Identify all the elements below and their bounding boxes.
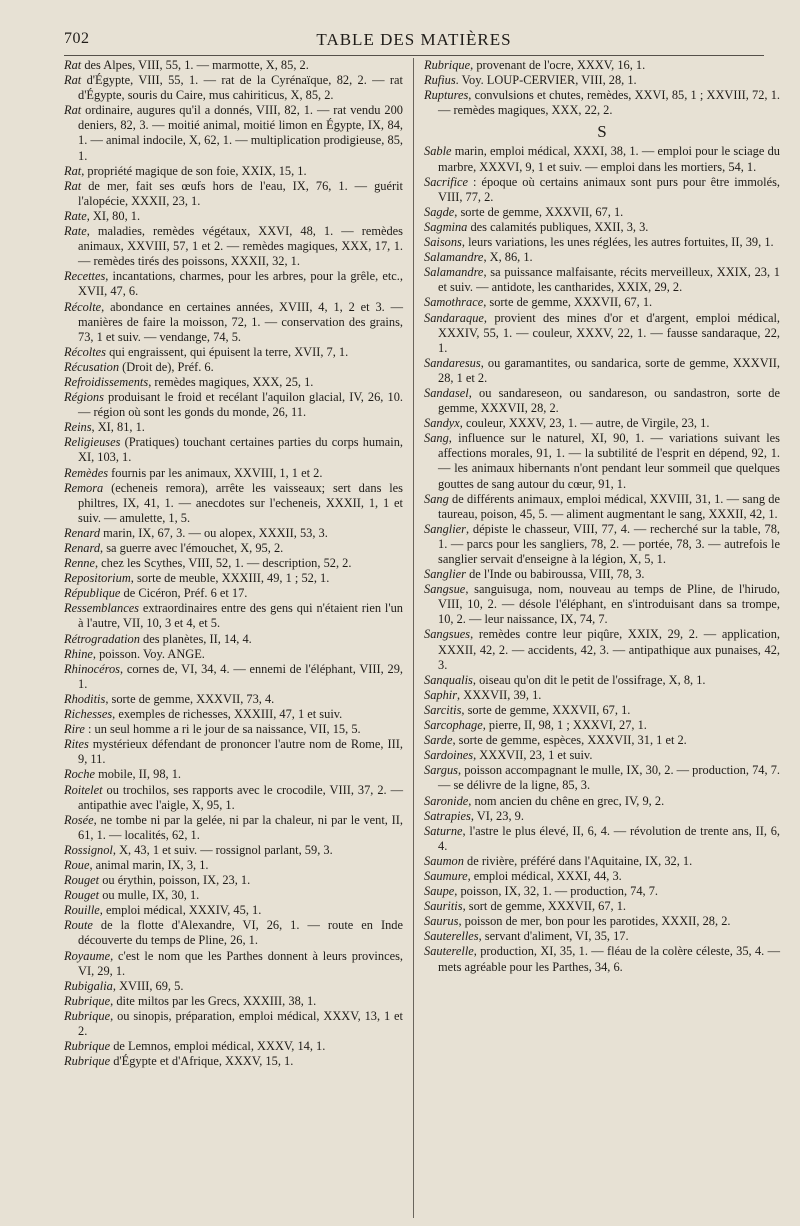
index-entry (64, 918, 403, 948)
entry-headword: Saphir (424, 687, 458, 702)
entry-text: , sorte de gemme, XXXVII, 67, 1. (461, 702, 631, 717)
index-entry (424, 235, 780, 250)
index-entry (64, 873, 403, 888)
entry-text: mobile, II, 98, 1. (94, 767, 182, 782)
entry-headword: Sangsue (424, 582, 466, 597)
index-entry (424, 220, 780, 235)
entry-text: , incantations, charmes, pour les arbres, pour la grêle, etc., XVII, 47, 6. (78, 269, 403, 299)
index-entry (424, 688, 780, 703)
entry-text: : époque où certains animaux sont purs pour être immolés, VIII, 77, 2. (438, 174, 780, 204)
index-entry (64, 164, 403, 179)
index-entry (424, 492, 780, 522)
entry-text: de la flotte d'Alexandre, VI, 26, 1. — route en Inde découverte du temps de Pline, 26, 1. (78, 918, 403, 948)
entry-text: , c'est le nom que les Parthes donnent à leurs provinces, VI, 29, 1. (78, 948, 403, 978)
entry-text: , maladies, remèdes végétaux, XXVI, 48, 1. — remèdes animaux, XXVIII, 57, 1 et 2. — remèdes magiques, XXX, 17, 1. — remèdes tirés des poissons, XXXII, 32, 1. (78, 224, 403, 269)
index-entry (424, 703, 780, 718)
entry-headword: Sarcitis (424, 702, 462, 717)
entry-text: , emploi médical, XXXI, 44, 3. (467, 868, 622, 883)
entry-text: , poisson. Voy. ANGE. (92, 646, 205, 661)
index-entry (64, 73, 403, 103)
entry-headword: Richesses (64, 707, 113, 722)
entry-text: de rivière, préféré dans l'Aquitaine, IX, 32, 1. (463, 853, 693, 868)
entry-headword: Rhinocéros (64, 661, 120, 676)
index-entry (64, 360, 403, 375)
entry-text: , poisson accompagnant le mulle, IX, 30, 2. — production, 74, 7. — se délivre de la ligne, 85, 3. (438, 763, 780, 793)
entry-headword: Sauterelle (424, 944, 474, 959)
entry-text: , sorte de meuble, XXXIII, 49, 1 ; 52, 1. (130, 571, 330, 586)
entry-text: , sanguisuga, nom, nouveau au temps de Pline, de l'hirudo, VIII, 10, 2. — désole l'éléphant, en s'introduisant dans sa trompe, 10, 2. — leur naissance, IX, 74, 7. (438, 582, 780, 627)
index-entry (64, 526, 403, 541)
entry-headword: Rhine (64, 646, 93, 661)
entry-headword: Samothrace (424, 295, 484, 310)
entry-headword: Ressemblances (64, 601, 140, 616)
entry-headword: Royaume (64, 948, 111, 963)
entry-text: . Voy. LOUP-CERVIER, VIII, 28, 1. (455, 73, 637, 88)
index-entry (424, 914, 780, 929)
entry-headword: Sagde (424, 204, 455, 219)
section-letter: S (597, 122, 607, 142)
index-entry (64, 58, 403, 73)
entry-text: , nom ancien du chêne en grec, IV, 9, 2. (468, 793, 665, 808)
entry-headword: Rubrique (64, 1054, 111, 1069)
index-entry (64, 707, 403, 722)
entry-text: , X, 86, 1. (483, 250, 533, 265)
entry-headword: Sardoines (424, 748, 474, 763)
index-entry (424, 522, 780, 567)
entry-text: , ou garamantites, ou sandarica, sorte de gemme, XXXVII, 28, 1 et 2. (438, 355, 780, 385)
entry-headword: Satrapies (424, 808, 471, 823)
entry-text: , couleur, XXXV, 23, 1. — autre, de Virgile, 23, 1. (459, 416, 710, 431)
entry-headword: Roche (64, 767, 95, 782)
entry-headword: Sauterelles (424, 929, 479, 944)
entry-text: de différents animaux, emploi médical, XXVIII, 31, 1. — sang de taureau, poison, 45, 5. — aliment augmentant le sang, XXXII, 42, 1. (438, 491, 780, 521)
entry-headword: Sandyx (424, 416, 460, 431)
entry-headword: Sandaresus (424, 355, 481, 370)
index-entry (424, 794, 780, 809)
index-entry (64, 420, 403, 435)
entry-headword: Sandasel (424, 385, 469, 400)
entry-text: de Cicéron, Préf. 6 et 17. (120, 586, 248, 601)
entry-headword: Sarde (424, 733, 453, 748)
entry-headword: Récoltes (64, 344, 106, 359)
left-column (64, 58, 403, 1069)
index-entry (424, 673, 780, 688)
index-entry (424, 250, 780, 265)
entry-headword: Sacrifice (424, 174, 469, 189)
index-entry (424, 205, 780, 220)
entry-headword: Rhoditis (64, 691, 106, 706)
entry-headword: Rouille (64, 903, 100, 918)
entry-headword: Sauritis (424, 899, 463, 914)
entry-text: , animal marin, IX, 3, 1. (89, 857, 209, 872)
entry-headword: Rouget (64, 888, 100, 903)
index-entry (64, 269, 403, 299)
entry-text: de mer, fait ses œufs hors de l'eau, IX, 76, 1. — guérit l'alopécie, XXXII, 23, 1. (78, 178, 403, 208)
entry-text: , influence sur le naturel, XI, 90, 1. — variations suivant les affections morales, 91, 1. — la subtilité de l'esprit en dépend, 92, 1. — les animaux hibernants n'ont pendant leur sommeil que quelques gouttes de sang autour du cœur, 91, 1. (438, 431, 780, 491)
entry-text: , VI, 23, 9. (470, 808, 524, 823)
entry-headword: Saturne (424, 823, 463, 838)
entry-headword: Reins (64, 420, 92, 435)
index-entry (64, 1009, 403, 1039)
index-entry (424, 416, 780, 431)
entry-headword: Saumure (424, 868, 468, 883)
index-entry (424, 582, 780, 627)
entry-text: , XI, 80, 1. (86, 208, 141, 223)
entry-headword: Sanglier (424, 567, 466, 582)
entry-text: , propriété magique de son foie, XXIX, 15, 1. (81, 163, 307, 178)
entry-text: ordinaire, augures qu'il a donnés, VIII, 82, 1. — rat vendu 200 deniers, 82, 3. — moitié animal, moitié limon en Égypte, IX, 84, 1. — animal indocile, X, 62, 1. — multiplication prodigieuse, 85, 1. (78, 103, 403, 163)
entry-headword: Rubrique (424, 58, 471, 72)
page-number: 702 (64, 30, 90, 47)
entry-text: , ne tombe ni par la gelée, ni par la chaleur, ni par le vent, II, 61, 1. — localités, 62, 1. (78, 812, 403, 842)
entry-text: , XVIII, 69, 5. (112, 978, 184, 993)
index-entry (64, 632, 403, 647)
entry-headword: Rubigalia (64, 978, 113, 993)
entry-text: , abondance en certaines années, XVIII, 4, 1, 2 et 3. — manières de faire la moisson, 72, 1. — conservation des grains, 73, 1 et suiv. — vendange, 74, 5. (78, 299, 403, 344)
index-entry (64, 662, 403, 692)
entry-text: , XXXVII, 39, 1. (457, 687, 542, 702)
entry-text: , production, XI, 35, 1. — fléau de la colère céleste, 35, 4. — mets agréable pour les Parthes, 34, 6. (438, 944, 780, 974)
entry-text: , pierre, II, 98, 1 ; XXXVI, 27, 1. (482, 718, 647, 733)
entry-headword: Repositorium (64, 571, 131, 586)
index-entry (64, 903, 403, 918)
entry-text: , sorte de gemme, XXXVII, 73, 4. (105, 691, 275, 706)
entry-text: , XXXVII, 23, 1 et suiv. (473, 748, 593, 763)
entry-text: qui engraissent, qui épuisent la terre, XVII, 7, 1. (105, 344, 349, 359)
index-entry (64, 345, 403, 360)
entry-text: , l'astre le plus élevé, II, 6, 4. — révolution de trente ans, II, 6, 4. (438, 823, 780, 853)
index-entry (424, 431, 780, 491)
entry-headword: Recettes (64, 269, 106, 284)
index-entry (64, 179, 403, 209)
entry-headword: Rat (64, 103, 82, 118)
index-entry (64, 103, 403, 163)
index-entry (424, 295, 780, 310)
entry-text: des planètes, II, 14, 4. (139, 631, 252, 646)
index-entry (64, 1039, 403, 1054)
index-entry (424, 386, 780, 416)
entry-headword: Refroidissements (64, 374, 149, 389)
entry-text: , leurs variations, les unes réglées, les autres fortuites, II, 39, 1. (461, 235, 774, 250)
entry-text: marin, emploi médical, XXXI, 38, 1. — emploi pour le sciage du marbre, XXXVI, 9, 1 et suiv. — emploi dans les mortiers, 54, 1. (438, 144, 780, 174)
entry-text: : un seul homme a ri le jour de sa naissance, VII, 15, 5. (84, 722, 361, 737)
entry-text: produisant le froid et recélant l'aquilon glacial, IV, 26, 10. — région où sont les gonds du monde, 26, 11. (78, 390, 403, 420)
entry-headword: Route (64, 918, 93, 933)
index-entry (424, 175, 780, 205)
entry-text: extraordinaires entre des gens qui n'étaient rien l'un à l'autre, VII, 10, 3 et 4, et 5. (78, 601, 403, 631)
entry-headword: Salamandre (424, 250, 484, 265)
entry-headword: Rat (64, 73, 82, 88)
index-entry (64, 858, 403, 873)
entry-headword: Sanqualis (424, 672, 473, 687)
entry-text: , chez les Scythes, VIII, 52, 1. — description, 52, 2. (94, 556, 352, 571)
index-entry (64, 1054, 403, 1069)
entry-headword: Salamandre (424, 265, 484, 280)
entry-text: , ou sandareseon, ou sandareson, ou sandastron, sorte de gemme, XXXVII, 28, 2. (438, 385, 780, 416)
entry-text: , exemples de richesses, XXXIII, 47, 1 et suiv. (112, 707, 343, 722)
entry-text: (Pratiques) touchant certaines parties du corps humain, XI, 103, 1. (78, 435, 403, 465)
index-entry (424, 884, 780, 899)
entry-headword: Rosée (64, 812, 94, 827)
index-entry (424, 824, 780, 854)
index-entry (424, 763, 780, 793)
entry-headword: Renard (64, 541, 101, 555)
index-entry (64, 571, 403, 586)
index-entry (424, 88, 780, 118)
entry-headword: Saurus (424, 914, 459, 929)
entry-text: , sorte de gemme, espèces, XXXVII, 31, 1 et 2. (452, 733, 687, 748)
entry-text: , dite miltos par les Grecs, XXXIII, 38, 1. (110, 993, 317, 1008)
entry-headword: Saupe (424, 884, 455, 899)
entry-text: , XI, 81, 1. (91, 420, 145, 435)
entry-headword: Rate (64, 208, 87, 223)
entry-text: (Droit de), Préf. 6. (119, 359, 214, 374)
entry-text: ou érythin, poisson, IX, 23, 1. (99, 873, 251, 888)
entry-text: des Alpes, VIII, 55, 1. — marmotte, X, 85, 2. (81, 58, 309, 72)
index-entry (424, 899, 780, 914)
entry-headword: Récusation (64, 359, 120, 374)
index-entry (64, 843, 403, 858)
entry-headword: Sang (424, 491, 449, 506)
right-column-top (424, 58, 780, 118)
entry-headword: Religieuses (64, 435, 121, 450)
entry-headword: Rubrique (64, 993, 111, 1008)
entry-headword: Rétrogradation (64, 631, 140, 646)
entry-text: , sa puissance malfaisante, récits merveilleux, XXIX, 23, 1 et suiv. — antidote, les cantharides, XXIX, 29, 2. (438, 265, 780, 295)
entry-text: , sorte de gemme, XXXVII, 67, 1. (483, 295, 653, 310)
index-entry (424, 869, 780, 884)
column-divider (413, 58, 414, 1218)
index-entry (64, 481, 403, 526)
entry-text: , provenant de l'ocre, XXXV, 16, 1. (470, 58, 646, 72)
index-entry (64, 994, 403, 1009)
entry-text: ou mulle, IX, 30, 1. (99, 888, 200, 903)
entry-text: marin, IX, 67, 3. — ou alopex, XXXII, 53, 3. (100, 525, 328, 540)
entry-text: , poisson de mer, bon pour les parotides, XXXII, 28, 2. (458, 914, 731, 929)
entry-headword: Sangsues (424, 627, 471, 642)
entry-headword: Sagmina (424, 219, 468, 234)
entry-headword: Roitelet (64, 782, 103, 797)
entry-headword: Sargus (424, 763, 458, 778)
entry-text: , emploi médical, XXXIV, 45, 1. (99, 903, 262, 918)
index-entry (424, 944, 780, 974)
entry-text: , remèdes magiques, XXX, 25, 1. (148, 374, 314, 389)
entry-text: (echeneis remora), arrête les vaisseaux; sert dans les philtres, IX, 41, 1. — anecdotes sur l'echeneis, XXXII, 1, 1 et suiv. — amulette, 1, 5. (78, 480, 403, 525)
entry-text: , dépiste le chasseur, VIII, 77, 4. — recherché sur la table, 78, 1. — parcs pour les sangliers, 78, 2. — portée, 78, 3. — autrefois le sanglier servait d'enseigne à la légion, X, 5, 1. (438, 521, 780, 566)
index-entry (424, 854, 780, 869)
entry-headword: Rubrique (64, 1008, 111, 1023)
index-entry (424, 356, 780, 386)
entry-text: , oiseau qu'on dit le petit de l'ossifrage, X, 8, 1. (472, 672, 706, 687)
index-entry (64, 466, 403, 481)
right-column (424, 58, 780, 975)
entry-headword: Rate (64, 224, 87, 239)
entry-headword: Saronide (424, 793, 469, 808)
entry-headword: Sanglier (424, 521, 466, 536)
entry-text: , convulsions et chutes, remèdes, XXVI, 85, 1 ; XXVIII, 72, 1. — remèdes magiques, XXX, 22, 2. (438, 88, 780, 118)
index-entry (64, 300, 403, 345)
index-entry (64, 647, 403, 662)
entry-text: , X, 43, 1 et suiv. — rossignol parlant, 59, 3. (112, 842, 333, 857)
entry-headword: Rouget (64, 873, 100, 888)
entry-text: mystérieux défendant de prononcer l'autre nom de Rome, III, 9, 11. (78, 737, 403, 767)
entry-text: fournis par les animaux, XXVIII, 1, 1 et 2. (108, 465, 323, 480)
right-column-bottom (424, 144, 780, 974)
entry-text: , sa guerre avec l'émouchet, X, 95, 2. (100, 541, 284, 555)
entry-text: , servant d'aliment, VI, 35, 17. (478, 929, 629, 944)
entry-headword: Rubrique (64, 1039, 111, 1054)
entry-text: d'Égypte, VIII, 55, 1. — rat de la Cyrénaïque, 82, 2. — rat d'Égypte, souris du Caire, mus cahiriticus, X, 85, 2. (78, 73, 403, 103)
index-entry (424, 567, 780, 582)
entry-text: de Lemnos, emploi médical, XXXV, 14, 1. (110, 1039, 326, 1054)
entry-headword: Sable (424, 144, 452, 159)
entry-text: , cornes de, VI, 34, 4. — ennemi de l'éléphant, VIII, 29, 1. (78, 661, 403, 691)
index-entry (64, 888, 403, 903)
entry-headword: République (64, 586, 121, 601)
entry-headword: Sang (424, 431, 449, 446)
index-entry (64, 783, 403, 813)
index-entry (424, 809, 780, 824)
index-entry (64, 767, 403, 782)
entry-headword: Rites (64, 737, 89, 752)
entry-headword: Sandaraque (424, 310, 484, 325)
entry-headword: Ruptures (424, 88, 469, 103)
entry-headword: Rufius (424, 73, 456, 88)
index-entry (64, 375, 403, 390)
index-entry (64, 601, 403, 631)
index-entry (424, 627, 780, 672)
entry-text: , sort de gemme, XXXVII, 67, 1. (462, 899, 627, 914)
header-rule (64, 55, 764, 56)
index-entry (64, 692, 403, 707)
entry-headword: Rossignol (64, 842, 113, 857)
entry-headword: Saisons (424, 235, 462, 250)
index-entry (64, 209, 403, 224)
running-title: TABLE DES MATIÈRES (316, 30, 512, 49)
entry-text: , ou sinopis, préparation, emploi médical, XXXV, 13, 1 et 2. (78, 1008, 403, 1038)
index-entry (424, 311, 780, 356)
entry-headword: Roue (64, 857, 90, 872)
entry-headword: Renard (64, 525, 101, 540)
index-entry (64, 722, 403, 737)
entry-text: de l'Inde ou babiroussa, VIII, 78, 3. (466, 567, 645, 582)
index-entry (64, 435, 403, 465)
index-entry (64, 541, 403, 556)
page-header (64, 30, 764, 52)
index-entry (64, 586, 403, 601)
entry-headword: Remèdes (64, 465, 109, 480)
index-entry (64, 390, 403, 420)
entry-headword: Rat (64, 58, 82, 72)
entry-text: , provient des mines d'or et d'argent, emploi médical, XXXIV, 55, 1. — couleur, XXXV, 22, 1. — fausse sandaraque, 22, 1. (438, 310, 780, 355)
index-entry (424, 929, 780, 944)
index-entry (424, 144, 780, 174)
index-entry (64, 979, 403, 994)
index-entry (424, 718, 780, 733)
entry-headword: Régions (64, 390, 104, 405)
index-entry (424, 748, 780, 763)
entry-headword: Renne (64, 556, 95, 571)
entry-text: ou trochilos, ses rapports avec le crocodile, VIII, 37, 2. — antipathie avec l'aigle, X, 95, 1. (78, 782, 403, 812)
entry-headword: Rire (64, 722, 85, 737)
index-entry (64, 224, 403, 269)
index-entry (424, 58, 780, 73)
index-entry (424, 733, 780, 748)
index-entry (64, 949, 403, 979)
index-entry (64, 737, 403, 767)
entry-headword: Saumon (424, 853, 464, 868)
entry-text: , remèdes contre leur piqûre, XXIX, 29, 2. — application, XXXII, 42, 2. — accidents, 42, 3. — antipathique aux punaises, 42, 3. (438, 627, 780, 672)
index-entry (424, 73, 780, 88)
entry-text: des calamités publiques, XXII, 3, 3. (467, 219, 649, 234)
entry-headword: Rat (64, 163, 82, 178)
entry-headword: Sarcophage (424, 718, 483, 733)
entry-text: , poisson, IX, 32, 1. — production, 74, 7. (454, 884, 659, 899)
entry-headword: Récolte (64, 299, 102, 314)
index-entry (64, 813, 403, 843)
index-entry (424, 265, 780, 295)
index-entry (64, 556, 403, 571)
entry-text: d'Égypte et d'Afrique, XXXV, 15, 1. (110, 1054, 294, 1069)
entry-headword: Remora (64, 480, 104, 495)
entry-text: , sorte de gemme, XXXVII, 67, 1. (454, 204, 624, 219)
entry-headword: Rat (64, 178, 82, 193)
